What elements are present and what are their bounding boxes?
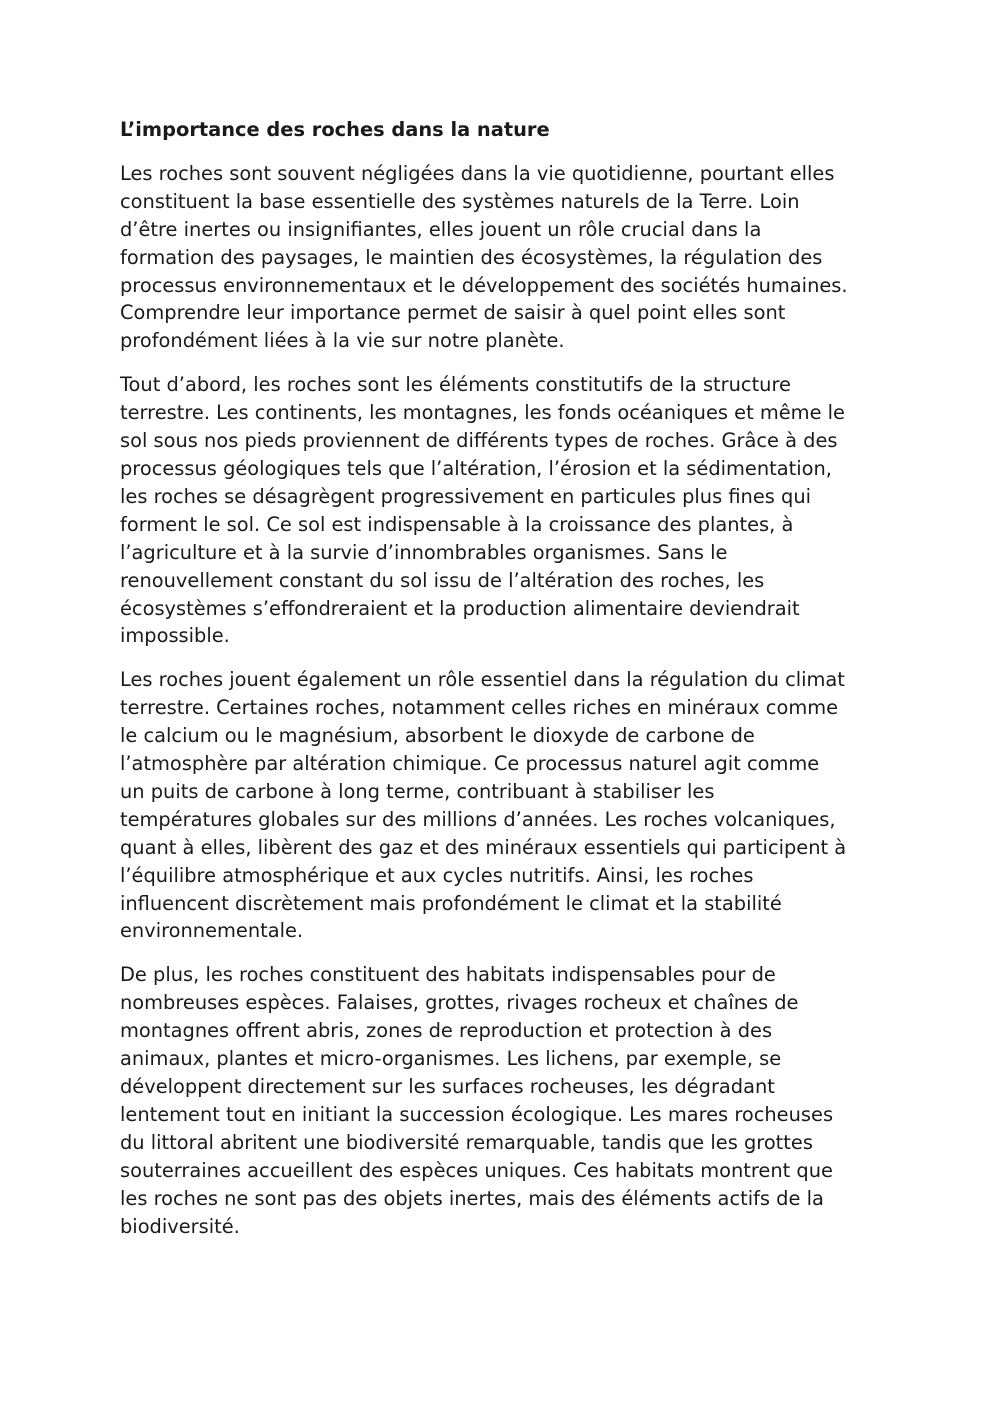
paragraph-line: l’équilibre atmosphérique et aux cycles nutritifs. Ainsi, les roches: [120, 863, 754, 887]
paragraph-line: influencent discrètement mais profondément le climat et la stabilité: [120, 891, 782, 915]
paragraph-line: biodiversité.: [120, 1214, 240, 1238]
paragraph-line: Tout d’abord, les roches sont les éléments constitutifs de la structure: [120, 373, 791, 397]
paragraph-line: d’être inertes ou insignifiantes, elles jouent un rôle crucial dans la: [120, 217, 762, 241]
paragraph-line: environnementale.: [120, 919, 304, 943]
paragraph-line: lentement tout en initiant la succession écologique. Les mares rocheuses: [120, 1102, 834, 1126]
paragraph-line: animaux, plantes et micro-organismes. Les lichens, par exemple, se: [120, 1047, 782, 1071]
paragraph-line: impossible.: [120, 624, 230, 648]
paragraph-line: températures globales sur des millions d’années. Les roches volcaniques,: [120, 807, 836, 831]
paragraph-line: formation des paysages, le maintien des écosystèmes, la régulation des: [120, 245, 823, 269]
paragraph-line: sol sous nos pieds proviennent de différents types de roches. Grâce à des: [120, 429, 838, 453]
document-title: L’importance des roches dans la nature: [120, 118, 550, 141]
paragraph-line: souterraines accueillent des espèces uniques. Ces habitats montrent que: [120, 1158, 833, 1182]
paragraph-line: nombreuses espèces. Falaises, grottes, rivages rocheux et chaînes de: [120, 991, 799, 1015]
document-body: [120, 116, 880, 1256]
paragraph-line: profondément liées à la vie sur notre planète.: [120, 329, 565, 353]
paragraph-line: quant à elles, libèrent des gaz et des minéraux essentiels qui participent à: [120, 835, 847, 859]
paragraph-line: développent directement sur les surfaces rocheuses, les dégradant: [120, 1075, 775, 1098]
paragraph-line: l’atmosphère par altération chimique. Ce processus naturel agit comme: [120, 752, 820, 776]
paragraph: [120, 666, 880, 945]
paragraph-line: un puits de carbone à long terme, contribuant à stabiliser les: [120, 779, 715, 803]
paragraph-line: du littoral abritent une biodiversité remarquable, tandis que les grottes: [120, 1130, 813, 1154]
paragraph-line: les roches se désagrègent progressivement en particules plus fines qui: [120, 484, 812, 508]
paragraph: [120, 160, 880, 355]
paragraph-line: De plus, les roches constituent des habitats indispensables pour de: [120, 963, 776, 987]
paragraph: [120, 961, 880, 1240]
paragraph-line: constituent la base essentielle des systèmes naturels de la Terre. Loin: [120, 189, 800, 213]
paragraph-line: processus environnementaux et le développement des sociétés humaines.: [120, 273, 848, 297]
paragraph-line: l’agriculture et à la survie d’innombrables organismes. Sans le: [120, 540, 728, 564]
paragraph-line: les roches ne sont pas des objets inertes, mais des éléments actifs de la: [120, 1186, 824, 1210]
paragraph-line: renouvellement constant du sol issu de l’altération des roches, les: [120, 568, 765, 592]
paragraph-line: Les roches jouent également un rôle essentiel dans la régulation du climat: [120, 668, 845, 692]
paragraph-line: terrestre. Les continents, les montagnes, les fonds océaniques et même le: [120, 401, 845, 425]
paragraph-line: processus géologiques tels que l’altération, l’érosion et la sédimentation,: [120, 456, 832, 480]
paragraph-line: Comprendre leur importance permet de saisir à quel point elles sont: [120, 301, 786, 325]
paragraph: [120, 371, 880, 650]
paragraph-line: forment le sol. Ce sol est indispensable à la croissance des plantes, à: [120, 512, 794, 536]
paragraph-line: terrestre. Certaines roches, notamment celles riches en minéraux comme: [120, 696, 839, 720]
paragraph-line: montagnes offrent abris, zones de reproduction et protection à des: [120, 1019, 773, 1043]
paragraph-line: le calcium ou le magnésium, absorbent le dioxyde de carbone de: [120, 724, 755, 748]
paragraph-line: Les roches sont souvent négligées dans la vie quotidienne, pourtant elles: [120, 161, 835, 185]
paragraph-line: écosystèmes s’effondreraient et la production alimentaire deviendrait: [120, 596, 800, 620]
